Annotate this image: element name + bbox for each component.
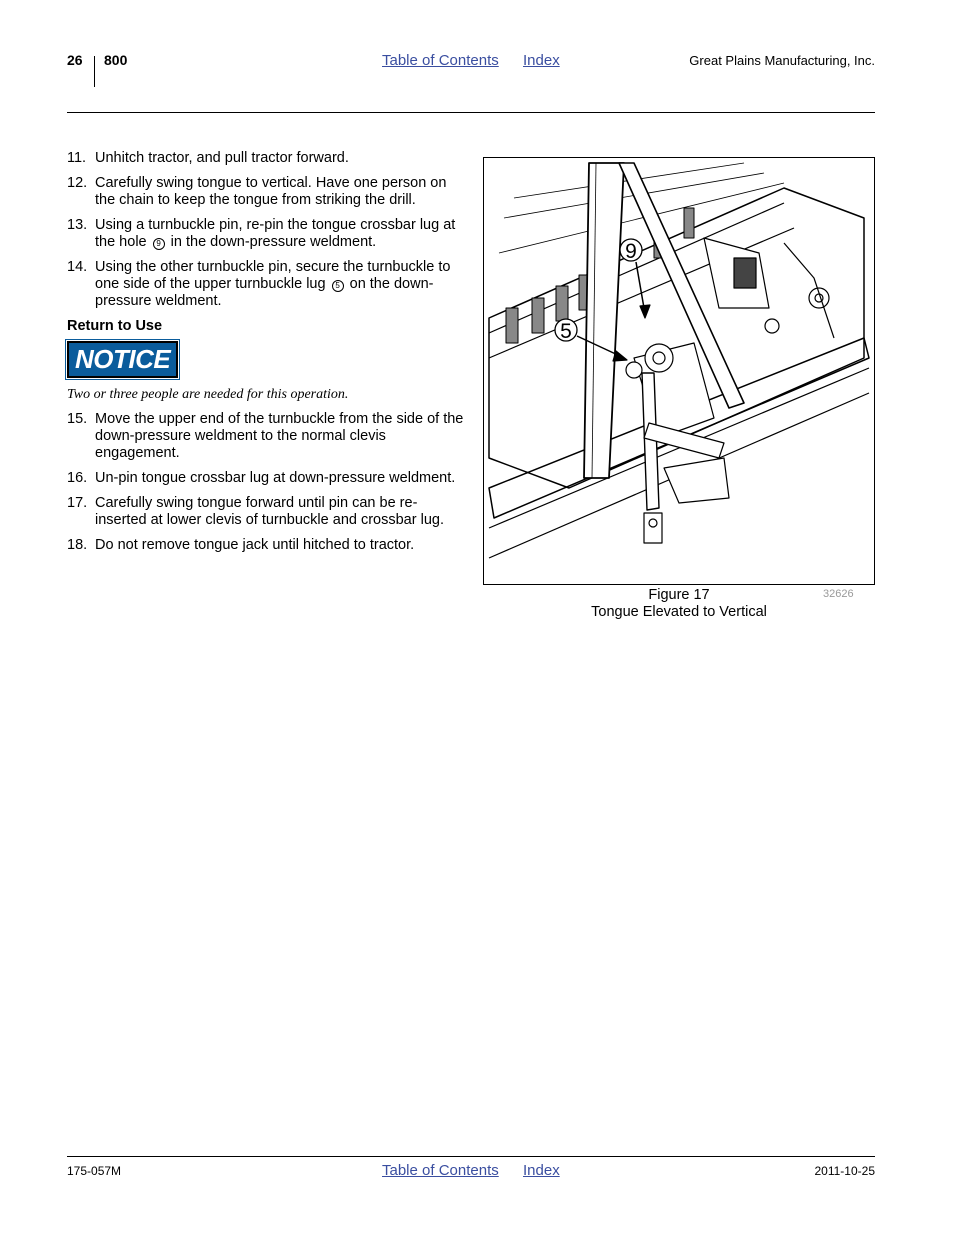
step-number: 12. — [67, 175, 88, 191]
step-text: Un-pin tongue crossbar lug at down-pressure weldment. — [95, 470, 456, 486]
company-name: Great Plains Manufacturing, Inc. — [689, 53, 875, 68]
step-16 — [67, 470, 467, 487]
step-text: Carefully swing tongue forward until pin can be re-inserted at lower clevis of turnbuckle and crossbar lug. — [95, 495, 444, 528]
step-11 — [67, 150, 467, 167]
figure-id: 32626 — [823, 588, 854, 600]
step-text: Move the upper end of the turnbuckle from the side of the down-pressure weldment to the normal clevis engagement. — [95, 411, 464, 461]
callout-ref-9: 9 — [153, 238, 165, 250]
header-index-link[interactable]: Index — [523, 52, 560, 69]
step-number: 15. — [67, 411, 88, 427]
model-number: 800 — [104, 52, 128, 68]
step-text-pre: Using a turnbuckle pin, re-pin the tongue crossbar lug at the hole — [95, 217, 456, 250]
header-divider — [94, 56, 95, 87]
header-toc-link[interactable]: Table of Contents — [382, 52, 499, 69]
footer-index-link[interactable]: Index — [523, 1162, 560, 1179]
step-15 — [67, 411, 467, 462]
figure-caption — [483, 587, 875, 621]
step-text-pre: Using the other turnbuckle pin, secure the turnbuckle to one side of the upper turnbuckle lug — [95, 259, 451, 292]
step-text: Carefully swing tongue to vertical. Have one person on the chain to keep the tongue from striking the drill. — [95, 175, 447, 208]
figure-label: Figure 17 — [648, 587, 710, 603]
drill-tongue-illustration — [484, 158, 874, 584]
step-13 — [67, 217, 467, 251]
step-number: 17. — [67, 495, 88, 511]
figure-title: Tongue Elevated to Vertical — [591, 604, 767, 620]
callout-5-label: 5 — [560, 320, 572, 343]
document-code: 175-057M — [67, 1164, 122, 1178]
footer-rule — [67, 1156, 875, 1157]
return-to-use-heading: Return to Use — [67, 318, 163, 334]
footer-toc-link[interactable]: Table of Contents — [382, 1162, 499, 1179]
figure-17-image — [483, 157, 875, 585]
step-17 — [67, 495, 467, 529]
step-text — [95, 259, 467, 310]
step-number: 18. — [67, 537, 88, 553]
step-18 — [67, 537, 467, 554]
step-text: Do not remove tongue jack until hitched to tractor. — [95, 537, 415, 553]
step-text — [95, 217, 467, 251]
notice-badge: NOTICE — [67, 341, 178, 378]
callout-ref-5: 5 — [332, 280, 344, 292]
step-12 — [67, 175, 467, 209]
step-text: Unhitch tractor, and pull tractor forward. — [95, 150, 349, 166]
step-number: 14. — [67, 259, 88, 275]
document-date: 2011-10-25 — [814, 1164, 875, 1178]
instructions-column — [67, 150, 467, 562]
step-number: 13. — [67, 217, 88, 233]
header-rule — [67, 112, 875, 113]
step-text-post: on the down-pressure weldment. — [95, 276, 434, 309]
step-14 — [67, 259, 467, 310]
step-text-post: in the down-pressure weldment. — [170, 234, 377, 250]
callout-9-label: 9 — [625, 240, 637, 263]
step-number: 11. — [67, 150, 87, 166]
page-number: 26 — [67, 52, 83, 68]
notice-text: Two or three people are needed for this operation. — [67, 387, 349, 402]
step-number: 16. — [67, 470, 88, 486]
